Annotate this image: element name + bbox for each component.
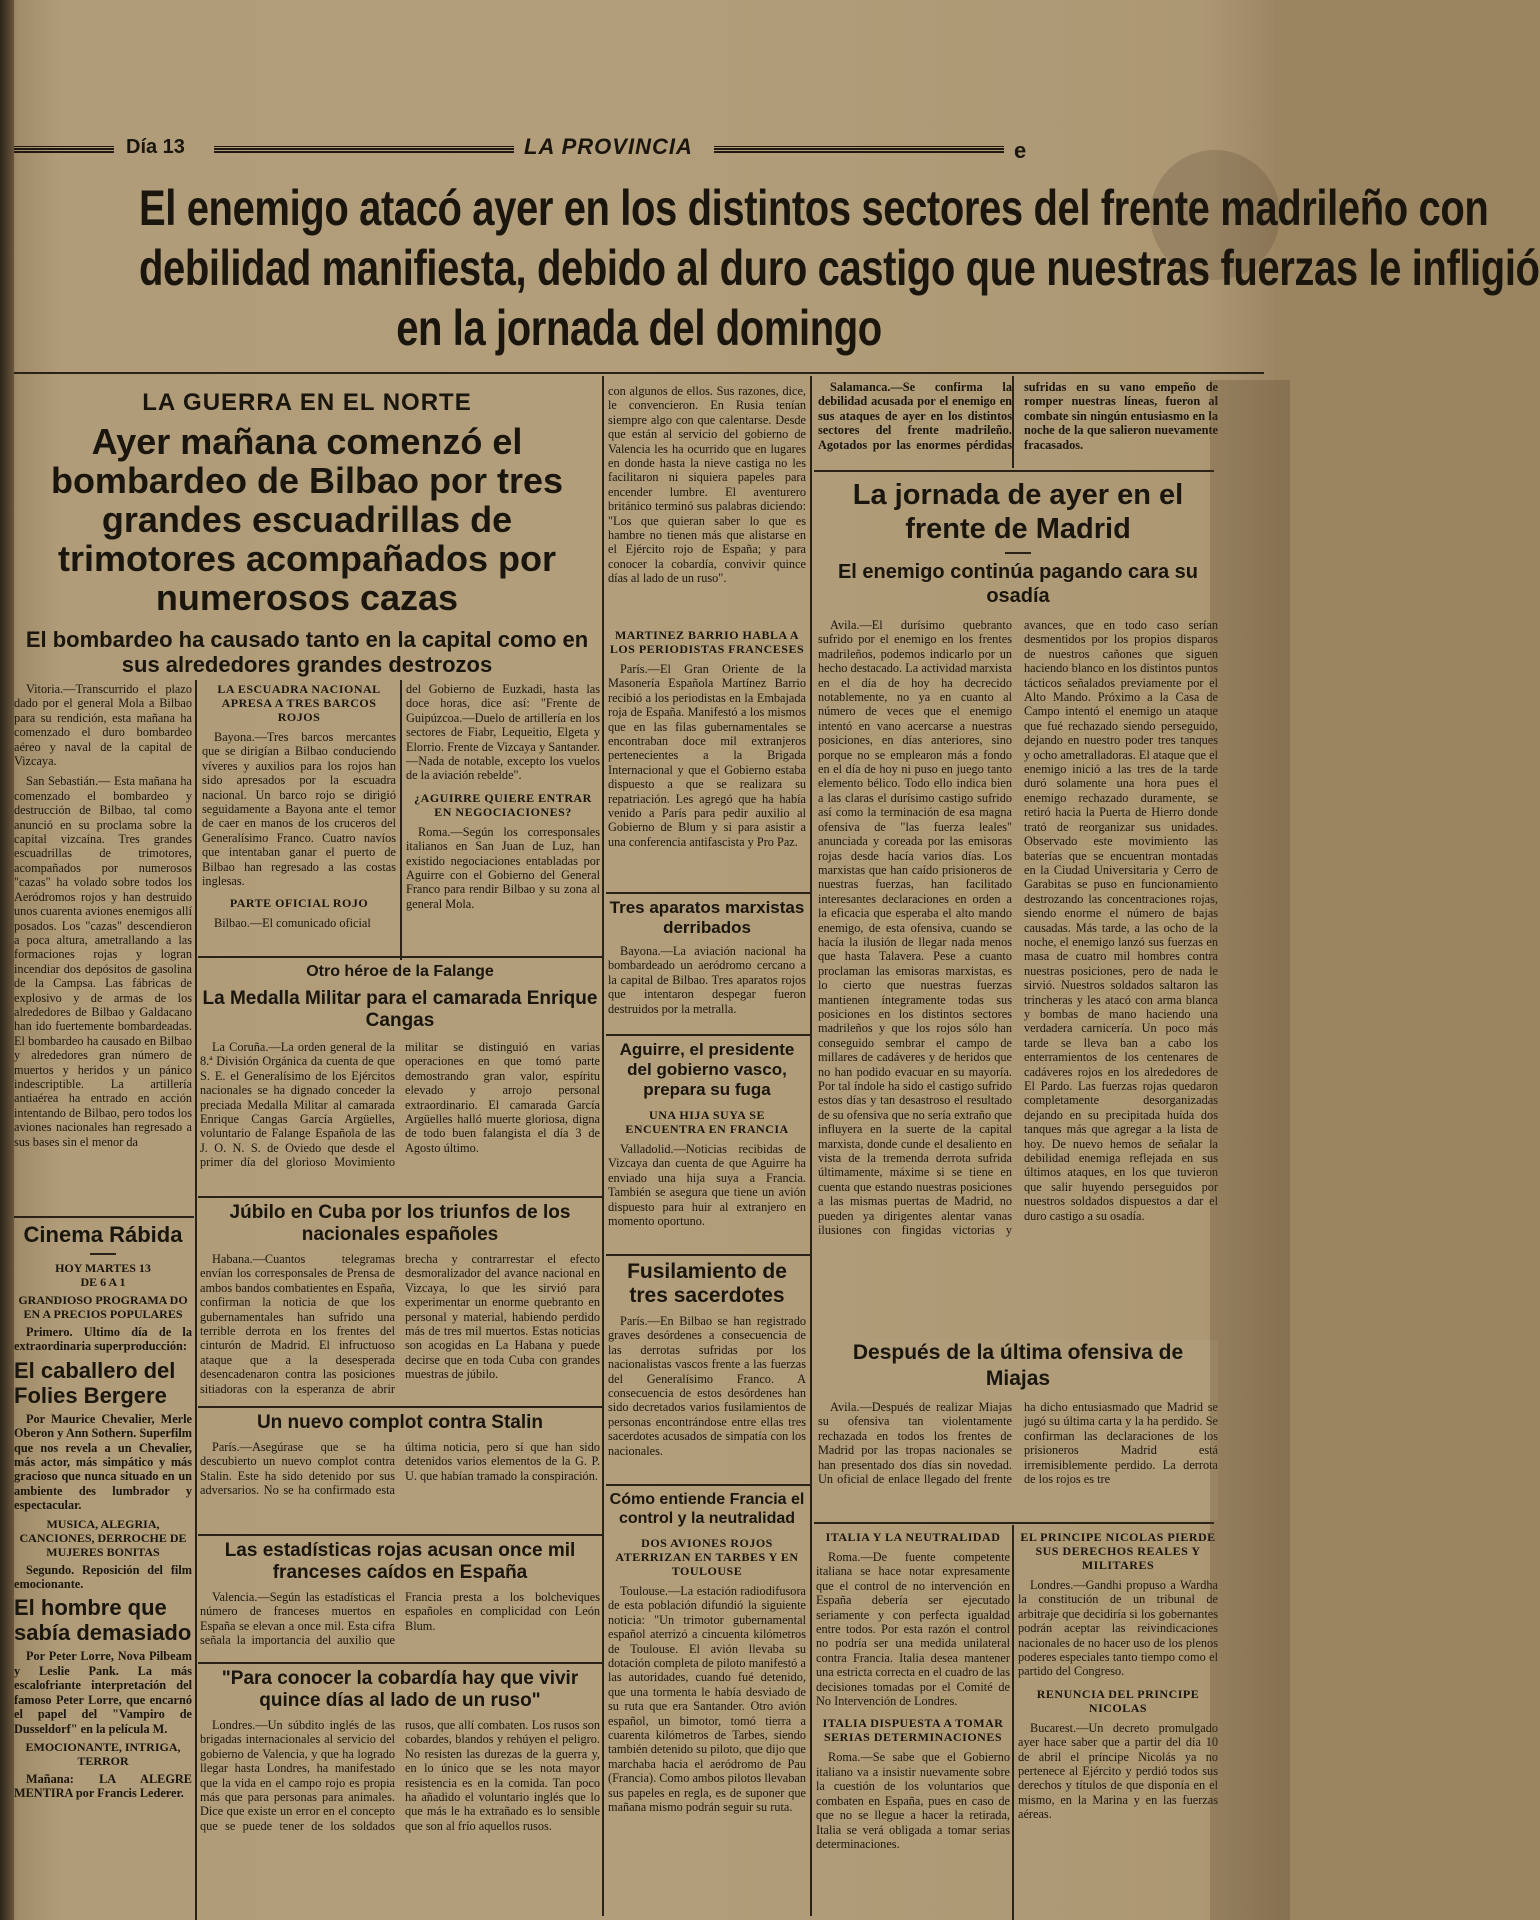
section-rule: [606, 1254, 810, 1256]
cinema-next: Mañana: LA ALEGRE MENTIRA por Francis Lederer.: [14, 1771, 192, 1801]
madrid-subtitle: El enemigo continúa pagando cara su osadía: [837, 561, 1199, 607]
aparatos-title: Tres aparatos marxistas derribados: [609, 898, 805, 937]
section-rule: [606, 1034, 810, 1036]
barrio-text: París.—El Gran Oriente de la Masonería Española Martínez Barrio recibió a los periodistas en la Embajada roja de España. Manifestó a los mismos que en las filas gubernamentales se encontraban doce mil extranjeros pertenecientes a la Brigada Internacional y que el Gobierno estaba dispuesto a que se realizara su repatriación. Les agregó que ha había venido a París para pedir auxilio al Gobierno de Blum y si para asistir a una conferencia antifascista y Pro Paz.: [608, 662, 806, 849]
cinema-second: Segundo. Reposición del film emocionante.: [14, 1562, 192, 1592]
section-rule: [14, 1216, 194, 1218]
aguirre-fuga-text: Valladolid.—Noticias recibidas de Vizcaya dan cuenta de que Aguirre ha enviado una hija suya a Francia. También se asegura que tiene un avión dispuesto para huir al extranjero en momento oportuno.: [608, 1142, 806, 1229]
norte-article-header: [14, 388, 600, 678]
control-text: Toulouse.—La estación radiodifusora de esta población difundió la siguiente noticia: "Un trimotor gubernamental español aterrizó a cincuenta kilómetros de Toulouse. El avión llevaba su dotación completa de piloto manifestó a las autoridades, cuando fué detenido, que una tormenta le había desviado de su ruta que era Santander. Otro avión español, un bimotor, tomó tierra a cuarenta kilómetros de Tarbes, siendo también detenido su piloto, que dijo que marchaba hacia el aeródromo de Pau (Francia). Como ambos pilotos llevaban sus papeles en regla, es de suponer que mañana mismo podrán seguir su ruta.: [608, 1584, 806, 1815]
parte-text: Bilbao.—El comunicado oficial: [214, 916, 371, 931]
fusilamiento-text: París.—En Bilbao se han registrado graves desórdenes a consecuencia de las derrotas sufridas por los nacionalistas vascos frente a las fuerzas del Generalísimo Franco. A consecuencia de estos desórdenes han sido decretados varios fusilamientos de personas encontrándose entre ellas tres sacerdotes acusados de simpatía con los nacionales.: [608, 1314, 806, 1458]
madrid-title: La jornada de ayer en el frente de Madrid: [852, 479, 1184, 545]
salamanca-text: Salamanca.—Se confirma la debilidad acusada por el enemigo en sus ataques de ayer en los distintos sectores del frente madrileño. Agotados por las enormes pérdidas sufridas en su vano empeño de romper nuestras líneas, fueron al combate sin ningún entusiasmo en la noche de la que salieron nuevamente fracasados.: [818, 380, 1218, 452]
section-rule: [606, 892, 810, 894]
italia-title: ITALIA Y LA NEUTRALIDAD: [825, 1530, 1001, 1544]
section-rule: [198, 1662, 602, 1664]
control-kicker: DOS AVIONES ROJOS ATERRIZAN EN TARBES Y EN TOULOUSE: [615, 1536, 799, 1578]
section-rule: [198, 1534, 602, 1536]
column-rule: [1012, 1525, 1014, 1920]
italia-sub-title: ITALIA DISPUESTA A TOMAR SERIAS DETERMINACIONES: [822, 1716, 1004, 1745]
norte-title: Ayer mañana comenzó el bombardeo de Bilbao por tres grandes escuadrillas de trimotores acompañados por numerosos cazas: [50, 421, 564, 618]
section-rule: [814, 1522, 1214, 1524]
nicolas-title: EL PRINCIPE NICOLAS PIERDE SUS DERECHOS REALES Y MILITARES: [1020, 1530, 1216, 1572]
falange-kicker: Otro héroe de la Falange: [306, 963, 494, 980]
cinema-time: DE 6 A 1: [80, 1275, 126, 1289]
cuba-article: [200, 1202, 600, 1402]
cobardia-title: "Para conocer la cobardía hay que vivir quince días al lado de un ruso": [221, 1668, 579, 1711]
miajas-text: Avila.—Después de realizar Miajas su ofensiva tan violentamente rechazada en todos los frentes de Madrid por las tropas nacionales se han presentado dos días sin novedad. Un oficial de enlace llegado del frente ha dicho entusiasmado que Madrid se jugó su última carta y la ha perdido. Se confirman las declaraciones de los prisioneros Madrid está irremisiblemente perdido. La derrota de los rojos es tre: [818, 1400, 1218, 1487]
norte-text-sansebastian: San Sebastián.— Esta mañana ha comenzado el bombardeo y destrucción de Bilbao, tal como anunció en su proclama sobre la capital vizcaína. Tres grandes escuadrillas de trimotores, acompañados por numerosos "cazas" ha volado sobre todos los Aeródromos rojos y han destruido unos cuarenta aviones enemigos allí posados. Los "cazas" descendieron a poca altura, ametrallando a las formaciones rojas y logran incendiar dos depósitos de gasolina de la Campsa. Las fábricas de explosivo y de armas de los alrededores de Bilbao y Galdacano han ido fuertemente bombardeadas. El bombardeo ha causado en Bilbao y alrededores gran número de muertos y heridos y un pánico indescriptible. La artillería antiaérea ha entrado en acción intentando de Bilbao, pero todos los aviones nacionales han regresado a sus bases sin el menor da: [14, 774, 192, 1149]
fusilamiento-article: [608, 1260, 806, 1480]
cinema-tags-2: EMOCIONANTE, INTRIGA, TERROR: [25, 1739, 181, 1768]
cobardia-continuation-text: con algunos de ellos. Sus razones, dice, le convencieron. En Rusia tenían siempre algo con que calentarse. Desde que están al servicio del gobierno de Valencia les ha ocurrido que en lugares en donde hasta la nieve castiga no les facilitaron ni siquiera papeles para encender lumbre. El aventurero británico terminó sus palabras diciendo: "Los que quieran saber lo que es hambre no tienen más que alistarse en el Ejército rojo de España; y para conocer la cobardía, convivir quince días al lado de un ruso".: [608, 384, 806, 586]
barrio-article: [608, 628, 806, 890]
right-edge-shadow: [1210, 380, 1290, 1920]
cobardia-article: [200, 1668, 600, 1920]
aguirre-fuga-kicker: UNA HIJA SUYA SE ENCUENTRA EN FRANCIA: [625, 1108, 789, 1136]
parte-title: PARTE OFICIAL ROJO: [229, 896, 369, 911]
headline-line: en la jornada del domingo: [396, 300, 882, 356]
nicolas-article: [1018, 1530, 1218, 1920]
cobardia-continuation: [608, 384, 806, 624]
nicolas-sub-title: RENUNCIA DEL PRINCIPE NICOLAS: [1036, 1686, 1200, 1715]
norte-text-vitoria: Vitoria.—Transcurrido el plazo dado por el general Mola a Bilbao para su rendición, esta mañana ha comenzado el duro bombardeo aéreo y naval de la capital de Vizcaya.: [14, 682, 192, 769]
madrid-text: Avila.—El durísimo quebranto sufrido por el enemigo en los frentes madrileños, podemos indicarlo por un hecho destacado. La actividad marxista en el día de hoy ha decrecido notablemente, no ya en cuanto al número de veces que el enemigo intentó en vano acercarse a nuestras posiciones, en días anteriores, sino porque no se emplearon más a fondo en el día de hoy ni puso en juego tanto elemento bélico. Todo ello indica bien a las claras el durísimo castigo sufrido así como la terminación de esa magna ofensiva de "las fuerza leales" anunciada y coreada por las emisoras rojas desde hacía varios días. Los marxistas que han caído prisioneros de nuestras fuerzas, han facilitado interesantes declaraciones en orden a la eficacia que esperaba el alto mando enemigo, de esta ofensiva, cuando se hacía la ilusión de llegar nada menos que hasta Talavera. Pese a cuanto proclaman las emisoras marxistas, es lo cierto que nuestras fuerzas mantienen íntegramente todas sus posiciones en los distintos sectores madrileños y que los rojos sólo han conseguido sembrar el campo de millares de cadáveres y de heridos que no han podido evacuar en su mayoría. Por tal índole ha sido el castigo sufrido estos días y tan desastroso el resultado de su ofensiva que no sería extraño que influyera en la suerte de la capital marxista, donde cunde el desaliento en vista de la tremenda derrota sufrida últimamente, máxime si se tiene en cuenta que estando nuestras posiciones a las mismas puertas de Madrid, no pueden ya dirigentes alentar vanas ilusiones con fingidas victorias y avances, que en todo caso serían desmentidos por los propios disparos de nuestros cañones que siguen haciendo blanco en los distintos puntos tácticos señalados previamente por el Alto Mando. Próximo a la Casa de Campo intentó el enemigo un ataque que fué rechazado siendo perseguido, dejando en nuestro poder tres tanques y ocho ametralladoras. El ataque que el enemigo inició a las tres de la tarde duró solamente una hora pues el enemigo rechazado duramente, se retiró hacia la Puerta de Hierro donde trató de reorganizar sus unidades. Observado este movimiento las baterías que se encuentran montadas en la Ciudad Universitaria y Cerro de Garabitas se puso en funcionamiento destrozando las concentraciones rojas, siendo enorme el número de bajas causadas. Más tarde, a las ocho de la noche, el enemigo lanzó sus fuerzas en masa de cuatro mil hombres contra nuestras posiciones, pero de nada le sirvió. Nuestros soldados saltaron las trincheras y les atacó con arma blanca y bombas de mano haciendo una verdadera carnicería. Un poco más tarde se lleva ban a cabo los enterramientos de los centenares de cadáveres rojos en los alrededores de El Pardo. Las fuerzas rojas quedaron completamente desorganizadas dejando en su precipitada huída dos tanques más que agregar a la lista de hoy. De nuevo hemos de señalar la debilidad enemiga reflejada en sus últimos ataques, en los que tuvieron que salir huyendo perseguidos por nuestros soldados dispuestos a dar el duro castigo a su osadía.: [818, 618, 1218, 1238]
aparatos-article: [608, 898, 806, 1030]
escuadra-text: Bayona.—Tres barcos mercantes que se dirigían a Bilbao conduciendo víveres y auxilios para los rojos han sido apresados por la escuadra nacional. Un barco rojo se dirigió seguidamente a Bayona ante el temor de caer en manos de los cruceros del Generalísimo Franco. Cuatro navíos que intentaban ganar el puerto de Bilbao han regresado a las costas inglesas.: [202, 730, 396, 889]
italia-article: [816, 1530, 1010, 1920]
norte-subtitle: El bombardeo ha causado tanto en la capital como en sus alrededores grandes destrozos: [25, 627, 589, 677]
section-rule: [606, 1484, 810, 1486]
escuadra-title: LA ESCUADRA NACIONAL APRESA A TRES BARCOS ROJOS: [217, 682, 381, 724]
headline-rule: [14, 372, 1264, 374]
masthead-rule-mid-right: [714, 146, 1004, 153]
column-rule: [400, 680, 402, 960]
cinema-program: GRANDIOSO PROGRAMA DO EN A PRECIOS POPULARES: [18, 1293, 188, 1321]
control-article: [608, 1490, 806, 1920]
control-title: Cómo entiende Francia el control y la neutralidad: [609, 1491, 805, 1527]
miajas-title: Después de la última ofensiva de Miajas: [852, 1341, 1184, 1390]
nicolas-sub-text: Bucarest.—Un decreto promulgado ayer hace saber que a partir del día 10 de abril el príncipe Nicolás ya no pertenece al Ejército y perdió todos sus derechos y títulos de que disponía en el mismo, en la Marina y en las fuerzas aéreas.: [1018, 1720, 1218, 1822]
masthead: [14, 134, 1264, 168]
estadisticas-text: Valencia.—Según las estadísticas el número de franceses muertos en España se elevan a once mil. Esta cifra señala la importancia del auxilio que Francia presta a los bolcheviques españoles en complicidad con León Blum.: [200, 1590, 600, 1648]
estadisticas-title: Las estadísticas rojas acusan once mil franceses caídos en España: [224, 1540, 576, 1583]
cinema-listing: [14, 1222, 192, 1920]
euzkadi-text: del Gobierno de Euzkadi, hasta las doce horas, dice así: "Frente de Guipúzcoa.—Duelo de artillería en los sectores de Fiabr, Lequeitio, Elgeta y Elorrio. Frente de Vizcaya y Santander.—Nada de notable, excepto los vuelos de la aviación rebelde".: [406, 682, 600, 783]
masthead-rule-mid-left: [214, 146, 514, 153]
estadisticas-article: [200, 1540, 600, 1660]
headline-line: El enemigo atacó ayer en los distintos sectores del frente madrileño con: [139, 180, 1489, 236]
salamanca-article: [818, 380, 1218, 466]
column-rule: [810, 376, 812, 1916]
falange-title: La Medalla Militar para el camarada Enrique Cangas: [202, 988, 598, 1031]
masthead-mark: e: [1014, 138, 1027, 163]
miajas-article: [818, 1340, 1218, 1520]
masthead-paper-name: LA PROVINCIA: [524, 134, 693, 159]
aparatos-text: Bayona.—La aviación nacional ha bombardeado un aeródromo cercano a la capital de Bilbao. Tres aparatos rojos que intentaron despegar fueron destruidos por la metralla.: [608, 944, 806, 1016]
madrid-rule: [1005, 552, 1031, 554]
cinema-cast-2: Por Peter Lorre, Nova Pilbeam y Leslie Pank. La más escalofriante interpretación del famoso Peter Lorre, que encarnó el papel del "Vampiro de Dusseldorf" en la película M.: [14, 1649, 192, 1736]
headline-line: debilidad manifiesta, debido al duro castigo que nuestras fuerzas le infligió: [139, 240, 1540, 296]
column-rule: [602, 376, 604, 1916]
falange-text: La Coruña.—La orden general de la 8.ª División Orgánica da cuenta de que S. E. el Generalísimo de los Ejércitos nacionales se ha dignado conceder la preciada Medalla Militar al camarada Enrique Cangas García Argüelles, voluntario de Falange Española de las J. O. N. S. de Oviedo que desde el primer día del glorioso Movimiento militar se distinguió en varias operaciones en que tomó parte demostrando gran valor, espíritu elevado y arrojo personal extraordinario. El camarada García Argüelles halló muerte gloriosa, digna de todo buen falangista el día 3 de Agosto último.: [200, 1040, 600, 1170]
cinema-film-2: El hombre que sabía demasiado: [14, 1595, 192, 1646]
nicolas-text: Londres.—Gandhi propuso a Wardha la constitución de un tribunal de arbitraje que decidiría si los gobernantes podrán aceptar las reivindicaciones nacionales de no hacer uso de los plenos poderes especiales tanto tiempo como el partido del Congreso.: [1018, 1578, 1218, 1679]
barrio-title: MARTINEZ BARRIO HABLA A LOS PERIODISTAS FRANCESES: [609, 628, 805, 656]
cuba-text: Habana.—Cuantos telegramas envían los corresponsales de Prensa de ambos bandos combatientes en España, confirman la noticia de que los gubernamentales han sufrido una terrible derrota en los frentes del cinturón de Madrid. El infructuoso ataque que a la desesperada desencadenaron contra las posiciones sitiadoras con la esperanza de abrir brecha y contrarrestar el efecto desmoralizador del avance nacional en Vizcaya, lo que les sirvió para experimentar un enorme quebranto en personal y material, habiendo perdido más de tres mil muertos. Estas noticias son acogidas en La Habana y puede decirse que en toda Cuba con grandes muestras de júbilo.: [200, 1252, 600, 1396]
aguirre-negotiation-text: Roma.—Según los corresponsales italianos en San Juan de Luz, han existido negociaciones entabladas por Aguirre con el Gobierno del General Franco para rendir Bilbao y su zona al general Mola.: [406, 824, 600, 911]
cinema-rule: [90, 1253, 116, 1255]
stalin-title: Un nuevo complot contra Stalin: [256, 1412, 544, 1433]
cinema-tags-1: MUSICA, ALEGRIA, CANCIONES, DERROCHE DE MUJERES BONITAS: [19, 1516, 187, 1559]
cobardia-text: Londres.—Un súbdito inglés de las brigadas internacionales al servicio del gobierno de Valencia, y que ha logrado llegar hasta Londres, ha manifestado que la vida en el campo rojo es propia más que para personas para animales. Dice que existe un error en el concepto que se puede tener de los soldados rusos, que allí combaten. Los rusos son cobardes, blandos y rehúyen el peligro. No resisten las durezas de la guerra y, en lo único que se les nota mayor resistencia es en la comida. Tan poco ha añadido el voluntario inglés que lo que más le ha extrañado es lo sensible que son al frío aquellos rusos.: [200, 1718, 600, 1833]
section-rule: [198, 1406, 602, 1408]
cinema-date: HOY MARTES 13: [55, 1261, 151, 1275]
cinema-title: Cinema Rábida: [23, 1222, 183, 1247]
main-headline: [139, 178, 1540, 358]
cinema-film-1: El caballero del Folies Bergere: [14, 1357, 176, 1408]
aguirre-fuga-article: [608, 1040, 806, 1250]
italia-text: Roma.—De fuente competente italiana se hace notar expresamente que el control de no intervención en España debería ser ejecutado seriamente y con perfecta igualdad entre todos. Por esta razón el control no podría ser una medida unilateral contra Francia. Italia desea mantener una estricta correcta en el cuadro de las decisiones tomadas por el Comité de No Intervención de Londres.: [816, 1550, 1010, 1709]
stalin-text: París.—Asegúrase que se ha descubierto un nuevo complot contra Stalin. Este ha sido detenido por sus adversarios. No se ha confirmado esta última noticia, pero sí que han sido detenidos varios elementos de la G. P. U. que habían tramado la conspiración.: [200, 1440, 600, 1498]
cinema-first: Primero. Ultimo día de la extraordinaria superproducción:: [14, 1325, 192, 1354]
norte-column: [14, 682, 192, 1212]
aguirre-negotiation-title: ¿AGUIRRE QUIERE ENTRAR EN NEGOCIACIONES?: [414, 790, 592, 819]
section-rule: [814, 470, 1214, 472]
binding-edge: [0, 0, 14, 1920]
escuadra-article: [202, 682, 396, 952]
section-rule: [198, 956, 602, 958]
norte-kicker: LA GUERRA EN EL NORTE: [142, 389, 472, 416]
section-rule: [198, 1196, 602, 1198]
cuba-title: Júbilo en Cuba por los triunfos de los nacionales españoles: [229, 1202, 571, 1245]
masthead-rule-left: [14, 146, 114, 153]
falange-article: [200, 962, 600, 1192]
fusilamiento-title: Fusilamiento de tres sacerdotes: [627, 1260, 787, 1307]
aguirre-fuga-title: Aguirre, el presidente del gobierno vasco, prepara su fuga: [619, 1040, 795, 1099]
masthead-day: Día 13: [126, 136, 185, 158]
italia-sub-text: Roma.—Se sabe que el Gobierno italiano va a insistir nuevamente sobre la cuestión de los voluntarios que combaten en España, pues en caso de que no se llegue a hacer la retirada, Italia se verá obligada a tomar serias determinaciones.: [816, 1750, 1010, 1851]
stalin-article: [200, 1412, 600, 1532]
column-rule: [195, 680, 197, 1920]
cinema-cast-1: Por Maurice Chevalier, Merle Oberon y Ann Sothern. Superfilm que nos revela a un Chevalier, más actor, más simpático y más gracioso que nunca situado en un ambiente des lumbrador y espectacular.: [14, 1411, 192, 1513]
euzkadi-article: [406, 682, 600, 952]
